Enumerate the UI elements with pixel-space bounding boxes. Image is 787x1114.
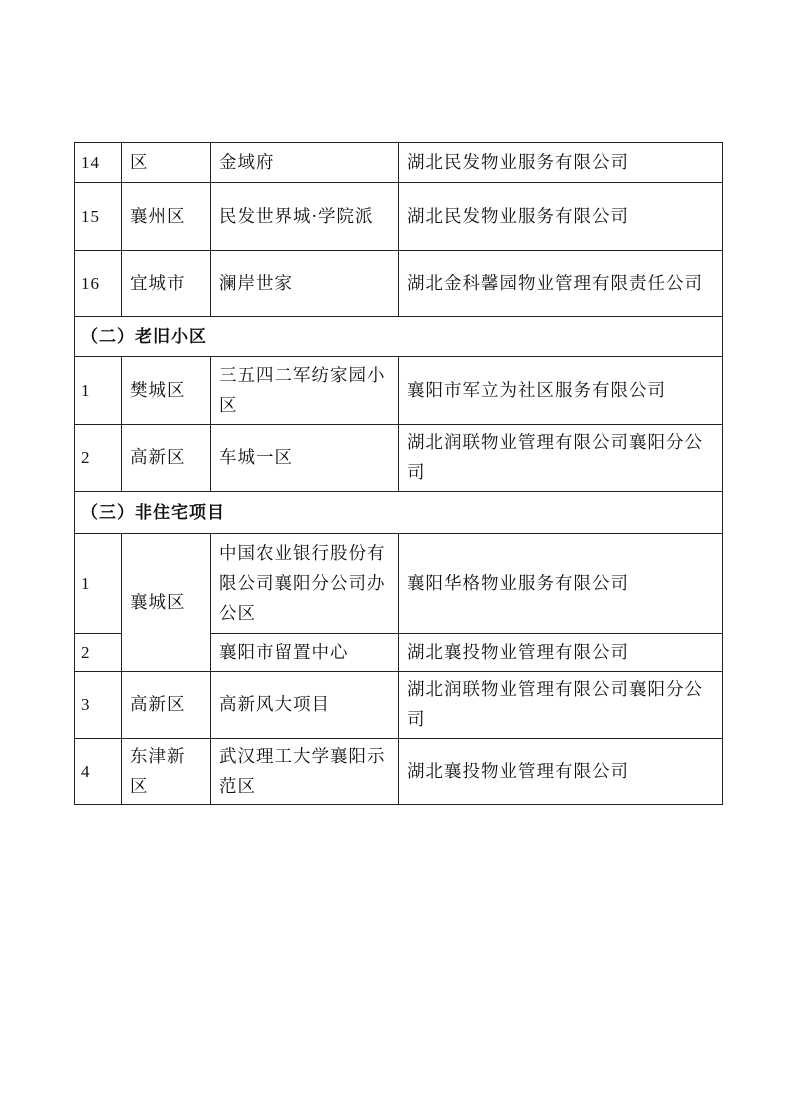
row-number: 14 [75, 143, 122, 183]
company-cell: 湖北襄投物业管理有限公司 [399, 634, 723, 672]
project-cell: 民发世界城·学院派 [211, 183, 399, 251]
section-title: （二）老旧小区 [75, 317, 723, 357]
row-number: 16 [75, 251, 122, 317]
table-row [75, 357, 723, 425]
district-cell: 襄城区 [122, 534, 211, 672]
project-cell: 高新风大项目 [211, 672, 399, 739]
section-title: （三）非住宅项目 [75, 492, 723, 534]
table-row [75, 251, 723, 317]
section-header-row [75, 492, 723, 534]
table-row [75, 534, 723, 634]
company-cell: 湖北襄投物业管理有限公司 [399, 739, 723, 805]
row-number: 15 [75, 183, 122, 251]
company-cell: 湖北润联物业管理有限公司襄阳分公司 [399, 425, 723, 492]
district-cell: 宜城市 [122, 251, 211, 317]
district-cell: 高新区 [122, 425, 211, 492]
project-list-table [74, 142, 723, 805]
district-cell: 区 [122, 143, 211, 183]
row-number: 2 [75, 634, 122, 672]
row-number: 1 [75, 357, 122, 425]
project-cell: 三五四二军纺家园小区 [211, 357, 399, 425]
company-cell: 湖北金科馨园物业管理有限责任公司 [399, 251, 723, 317]
project-cell: 武汉理工大学襄阳示范区 [211, 739, 399, 805]
company-cell: 湖北民发物业服务有限公司 [399, 183, 723, 251]
district-cell: 樊城区 [122, 357, 211, 425]
row-number: 4 [75, 739, 122, 805]
district-cell: 东津新区 [122, 739, 211, 805]
section-header-row [75, 317, 723, 357]
company-cell: 襄阳华格物业服务有限公司 [399, 534, 723, 634]
project-cell: 车城一区 [211, 425, 399, 492]
company-cell: 襄阳市军立为社区服务有限公司 [399, 357, 723, 425]
row-number: 1 [75, 534, 122, 634]
district-cell: 襄州区 [122, 183, 211, 251]
company-cell: 湖北润联物业管理有限公司襄阳分公司 [399, 672, 723, 739]
project-cell: 金域府 [211, 143, 399, 183]
row-number: 2 [75, 425, 122, 492]
table-row [75, 183, 723, 251]
project-cell: 襄阳市留置中心 [211, 634, 399, 672]
district-cell: 高新区 [122, 672, 211, 739]
table-row [75, 143, 723, 183]
table-row [75, 425, 723, 492]
table-row [75, 739, 723, 805]
project-cell: 中国农业银行股份有限公司襄阳分公司办公区 [211, 534, 399, 634]
project-cell: 澜岸世家 [211, 251, 399, 317]
row-number: 3 [75, 672, 122, 739]
table-row [75, 672, 723, 739]
company-cell: 湖北民发物业服务有限公司 [399, 143, 723, 183]
